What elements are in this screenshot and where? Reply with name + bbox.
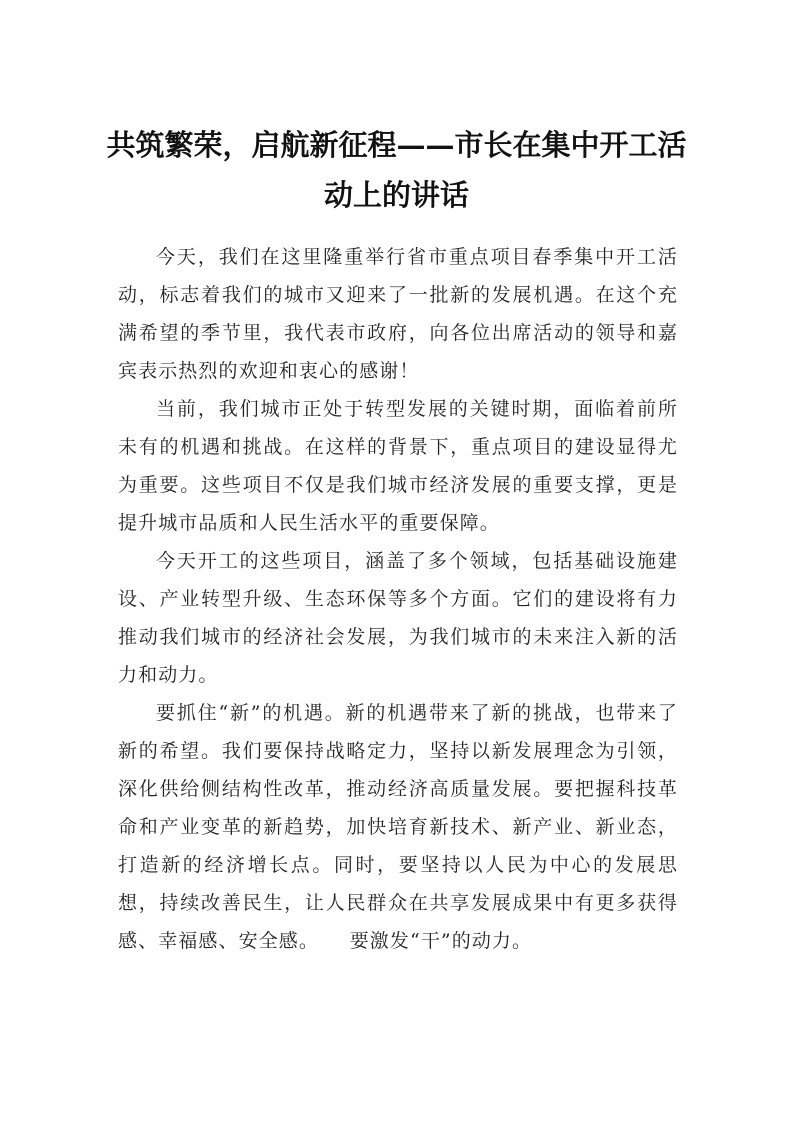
document-title: 共筑繁荣，启航新征程——市长在集中开工活动上的讲话 — [106, 128, 687, 212]
paragraph: 今天开工的这些项目，涵盖了多个领域，包括基础设施建设、产业转型升级、生态环保等多个方面。它们的建设将有力推动我们城市的经济社会发展，为我们城市的未来注入新的活力和动力。 — [118, 550, 678, 686]
paragraph: 要抓住“新”的机遇。新的机遇带来了新的挑战，也带来了新的希望。我们要保持战略定力，坚持以新发展理念为引领，深化供给侧结构性改革，推动经济高质量发展。要把握科技革命和产业变革的新趋势，加快培育新技术、新产业、新业态，打造新的经济增长点。同时，要坚持以人民为中心的发展思想，持续改善民生，让人民群众在共享发展成果中有更多获得感、幸福感、安全感。 要激发“干”的动力。 — [118, 702, 678, 952]
paragraph: 今天，我们在这里隆重举行省市重点项目春季集中开工活动，标志着我们的城市又迎来了一批新的发展机遇。在这个充满希望的季节里，我代表市政府，向各位出席活动的领导和嘉宾表示热烈的欢迎和衷心的感谢！ — [118, 246, 678, 382]
paragraph: 当前，我们城市正处于转型发展的关键时期，面临着前所未有的机遇和挑战。在这样的背景下，重点项目的建设显得尤为重要。这些项目不仅是我们城市经济发展的重要支撑，更是提升城市品质和人民生活水平的重要保障。 — [118, 398, 678, 534]
document-body — [118, 238, 678, 960]
